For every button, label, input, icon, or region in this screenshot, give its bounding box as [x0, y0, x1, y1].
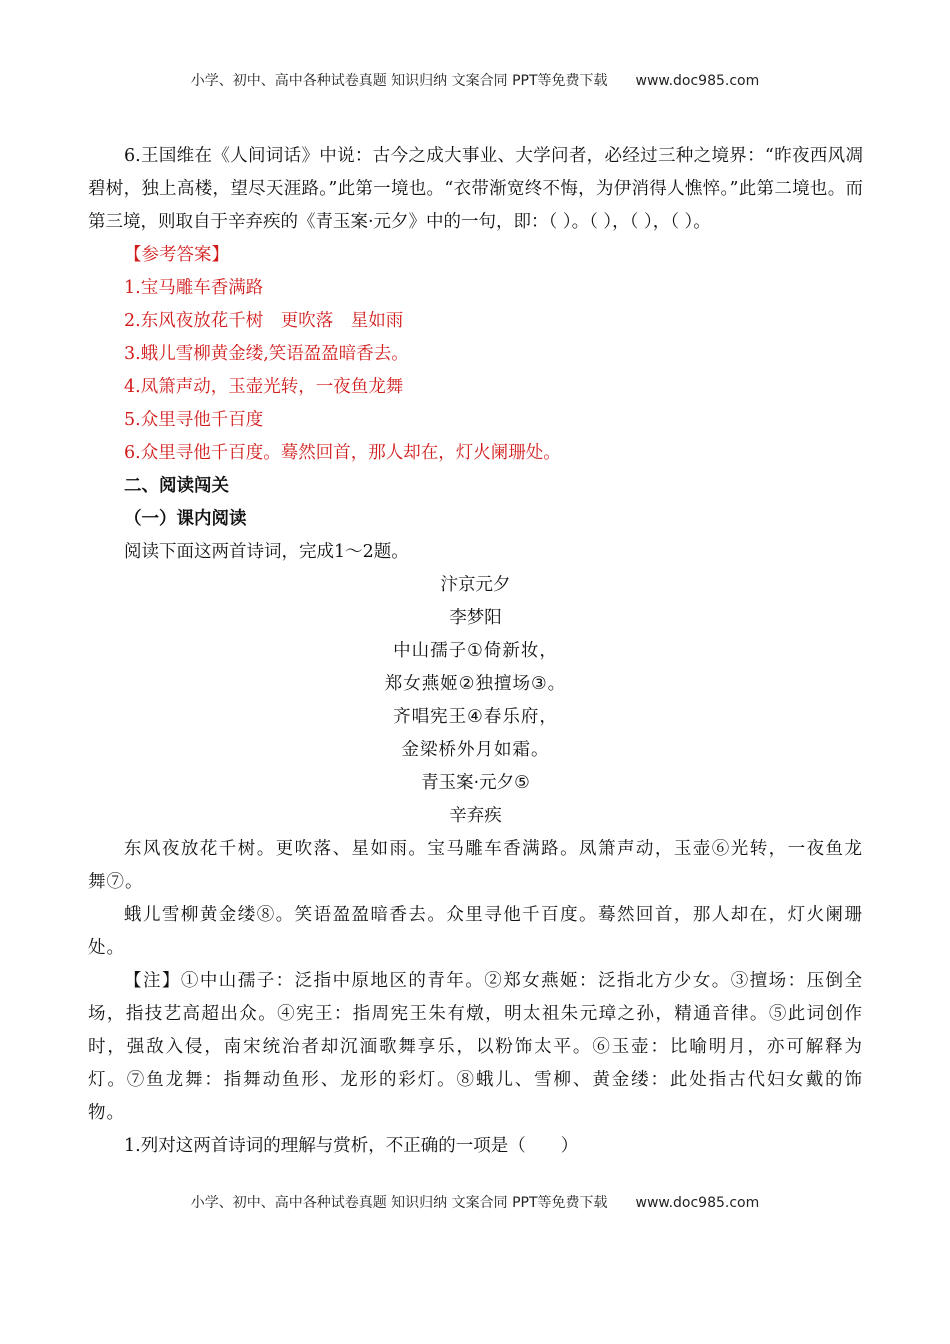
question-6: 6.王国维在《人间词话》中说：古今之成大事业、大学问者，必经过三种之境界：“昨夜西风凋碧树，独上高楼，望尽天涯路。”此第一境也。“衣带渐宽终不悔，为伊消得人憔悴。”此第二境也。而第三境，则取自于辛弃疾的《青玉案·元夕》中的一句，即：（ ）。（ ），（ ），（ ）。: [88, 146, 863, 232]
answer-heading: 【参考答案】: [124, 245, 229, 265]
poem2-paragraph: 东风夜放花千树。更吹落、星如雨。宝马雕车香满路。凤箫声动，玉壶⑥光转，一夜鱼龙舞⑦。: [88, 839, 863, 892]
poem1-title: 汴京元夕: [440, 575, 511, 595]
reading-instruction: 阅读下面这两首诗词，完成1～2题。: [124, 542, 409, 562]
poem1-line: 中山孺子①倚新妆，: [393, 641, 558, 661]
page-footer: [0, 1192, 950, 1212]
poem2-paragraph: 蛾儿雪柳黄金缕⑧。笑语盈盈暗香去。众里寻他千百度。蓦然回首，那人却在，灯火阑珊处。: [88, 905, 863, 958]
header-text: 小学、初中、高中各种试卷真题 知识归纳 文案合同 PPT等免费下载: [190, 73, 608, 89]
question-1: 1.列对这两首诗词的理解与赏析，不正确的一项是（ ）: [124, 1136, 579, 1156]
footer-text: 小学、初中、高中各种试卷真题 知识归纳 文案合同 PPT等免费下载: [190, 1195, 608, 1211]
footer-site-link[interactable]: www.doc985.com: [635, 1195, 760, 1211]
poem2-author: 辛弃疾: [449, 806, 502, 826]
answer-item: 4.凤箫声动，玉壶光转，一夜鱼龙舞: [124, 377, 404, 397]
answer-item: 5.众里寻他千百度: [124, 410, 264, 430]
answer-item: 6.众里寻他千百度。蓦然回首，那人却在，灯火阑珊处。: [124, 443, 561, 463]
page-header: [0, 70, 950, 90]
answer-item: 2.东风夜放花千树 更吹落 星如雨: [124, 311, 404, 331]
answer-item: 3.蛾儿雪柳黄金缕,笑语盈盈暗香去。: [124, 344, 409, 364]
poem1-author: 李梦阳: [449, 608, 502, 628]
document-body: [88, 140, 863, 1163]
poem2-title: 青玉案·元夕⑤: [421, 773, 530, 793]
section-title: 二、阅读闯关: [124, 476, 229, 496]
poem1-line: 郑女燕姬②独擅场③。: [384, 674, 567, 694]
notes: 【注】①中山孺子：泛指中原地区的青年。②郑女燕姬：泛指北方少女。③擅场：压倒全场，指技艺高超出众。④宪王：指周宪王朱有燉，明太祖朱元璋之孙，精通音律。⑤此词创作时，强敌入侵，南宋统治者却沉湎歌舞享乐，以粉饰太平。⑥玉壶：比喻明月，亦可解释为灯。⑦鱼龙舞：指舞动鱼形、龙形的彩灯。⑧蛾儿、雪柳、黄金缕：此处指古代妇女戴的饰物。: [88, 971, 863, 1123]
header-site-link[interactable]: www.doc985.com: [635, 73, 760, 89]
poem1-line: 齐唱宪王④春乐府，: [393, 707, 558, 727]
answer-item: 1.宝马雕车香满路: [124, 278, 264, 298]
poem1-line: 金梁桥外月如霜。: [401, 740, 550, 760]
subsection-title: （一）课内阅读: [124, 509, 247, 529]
